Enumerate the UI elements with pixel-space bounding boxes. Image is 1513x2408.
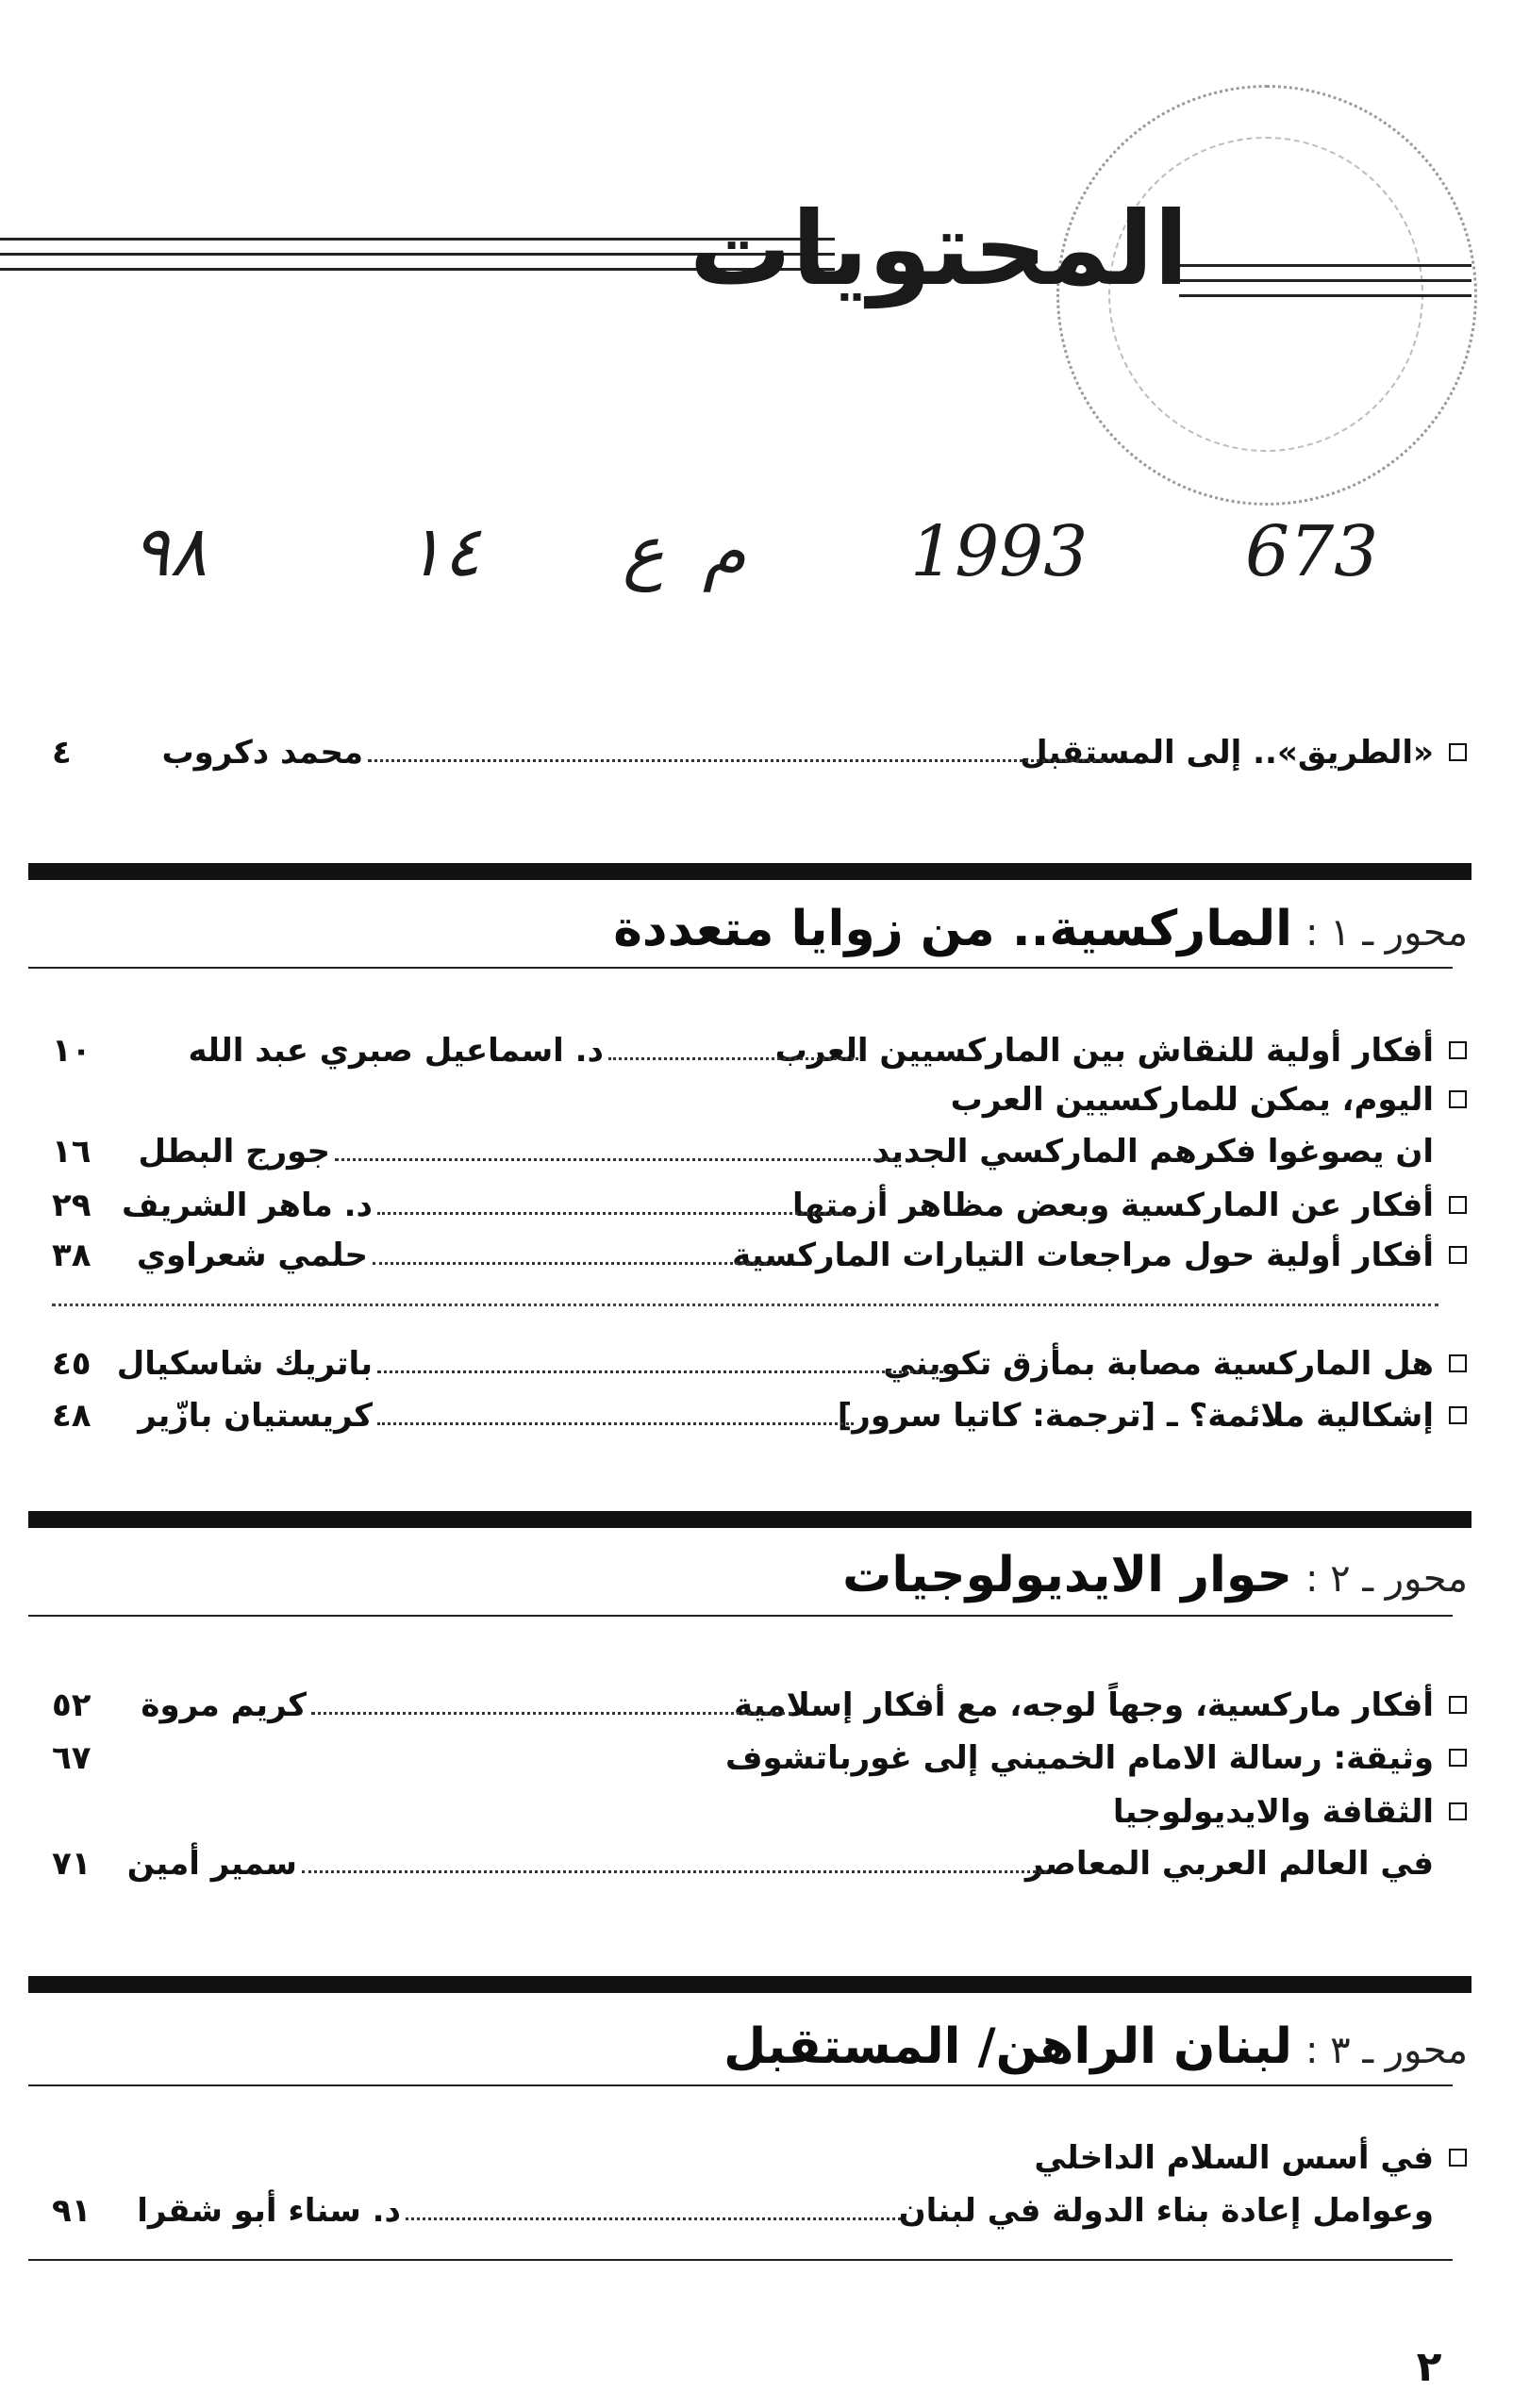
checkbox-marker — [1449, 1090, 1467, 1108]
toc-entry[interactable] — [52, 1231, 1467, 1280]
entry-title: أفكار أولية حول مراجعات التيارات الماركسية — [732, 1237, 1434, 1274]
section-title: حوار الايديولوجيات — [842, 1547, 1292, 1603]
entry-page-number: ٢٩ — [52, 1187, 91, 1224]
checkbox-marker — [1449, 1354, 1467, 1372]
section-label: محور ـ ٣ : — [1305, 2029, 1468, 2072]
entry-title: وعوامل إعادة بناء الدولة في لبنان — [898, 2192, 1434, 2230]
handwritten-note-6: 673 — [1245, 511, 1379, 592]
entry-title: أفكار عن الماركسية وبعض مظاهر أزمتها — [792, 1187, 1434, 1224]
entry-author: كريم مروة — [141, 1686, 307, 1724]
dot-leader — [377, 1422, 854, 1425]
toc-entry-continuation[interactable] — [52, 1127, 1467, 1176]
checkbox-marker — [1449, 743, 1467, 761]
entry-page-number: ٤٨ — [52, 1397, 91, 1435]
toc-entry[interactable] — [52, 1787, 1467, 1836]
section-divider-1 — [28, 863, 1471, 880]
page-number: ٢ — [1416, 2343, 1442, 2391]
toc-entry[interactable] — [52, 1181, 1467, 1230]
section-title: الماركسية.. من زوايا متعددة — [613, 901, 1292, 957]
entry-page-number: ١٠ — [52, 1032, 91, 1070]
checkbox-marker — [1449, 1749, 1467, 1767]
checkbox-marker — [1449, 1696, 1467, 1714]
handwritten-note-5: 1993 — [910, 511, 1089, 592]
dot-leader — [406, 2217, 901, 2220]
dot-leader — [311, 1712, 792, 1715]
handwritten-note-2: ١٤ — [406, 511, 481, 592]
entry-page-number: ٥٢ — [52, 1686, 91, 1724]
entry-author: جورج البطل — [138, 1133, 330, 1171]
dot-leader — [302, 1870, 1047, 1873]
dot-leader — [368, 759, 1104, 762]
section-underline-2 — [28, 1615, 1453, 1617]
entry-title: اليوم، يمكن للماركسيين العرب — [950, 1081, 1434, 1119]
section-label: محور ـ ١ : — [1305, 911, 1468, 955]
entry-title: أفكار ماركسية، وجهاً لوجه، مع أفكار إسلامية — [734, 1686, 1434, 1724]
entry-author: د. اسماعيل صبري عبد الله — [188, 1032, 604, 1070]
entry-author: باتريك شاسكيال — [116, 1345, 373, 1383]
toc-entry[interactable] — [52, 1026, 1467, 1075]
toc-entry-intro[interactable] — [52, 728, 1467, 777]
dot-leader — [608, 1057, 858, 1060]
entry-author: كريستيان بازّير — [138, 1397, 373, 1435]
entry-title: في أسس السلام الداخلي — [1034, 2139, 1434, 2177]
section-divider-3 — [28, 1976, 1471, 1993]
entry-title: الثقافة والايديولوجيا — [1112, 1793, 1434, 1831]
entry-page-number: ٤٥ — [52, 1345, 91, 1383]
section-divider-2 — [28, 1511, 1471, 1528]
entry-title: هل الماركسية مصابة بمأزق تكويني — [883, 1345, 1434, 1383]
section-label: محور ـ ٢ : — [1305, 1557, 1468, 1601]
handwritten-note-3: ع — [623, 511, 665, 592]
toc-entry[interactable] — [52, 1339, 1467, 1388]
checkbox-marker — [1449, 1406, 1467, 1424]
checkbox-marker — [1449, 1196, 1467, 1214]
checkbox-marker — [1449, 2149, 1467, 2167]
toc-entry-continuation[interactable] — [52, 1839, 1467, 1888]
entry-author: د. ماهر الشريف — [121, 1187, 373, 1224]
dot-leader — [377, 1212, 849, 1215]
dot-leader — [335, 1158, 901, 1161]
dot-leader — [377, 1370, 943, 1373]
entry-author: سمير أمين — [126, 1845, 297, 1883]
section-heading-2 — [842, 1542, 1468, 1608]
checkbox-marker — [1449, 1802, 1467, 1820]
section-underline-3 — [28, 2084, 1453, 2086]
entry-page-number: ١٦ — [52, 1133, 91, 1171]
page-title: المحتويات — [689, 191, 1189, 308]
entry-author: حلمي شعراوي — [136, 1237, 368, 1274]
entry-page-number: ٤ — [52, 734, 72, 772]
dot-leader — [373, 1262, 773, 1265]
entry-page-number: ٣٨ — [52, 1237, 91, 1274]
section-heading-1 — [613, 896, 1468, 962]
bottom-rule — [28, 2259, 1453, 2261]
toc-entry-continuation[interactable] — [52, 2186, 1467, 2235]
checkbox-marker — [1449, 1041, 1467, 1059]
toc-entry[interactable] — [52, 1734, 1467, 1783]
entry-title: «الطريق».. إلى المستقبل — [1020, 734, 1434, 772]
section-heading-3 — [723, 2014, 1468, 2080]
title-rule-right — [1179, 264, 1471, 298]
toc-entry[interactable] — [52, 1681, 1467, 1730]
entry-title: إشكالية ملائمة؟ ـ [ترجمة: كاتيا سرور] — [837, 1397, 1434, 1435]
toc-entry[interactable] — [52, 1075, 1467, 1124]
toc-entry[interactable] — [52, 1391, 1467, 1440]
section-underline-1 — [28, 967, 1453, 969]
entry-title: في العالم العربي المعاصر — [1024, 1845, 1434, 1883]
section-dotted-separator — [52, 1304, 1438, 1306]
checkbox-marker — [1449, 1246, 1467, 1264]
toc-entry[interactable] — [52, 2134, 1467, 2183]
handwritten-note-1: ٩٨ — [132, 511, 208, 592]
entry-title: أفكار أولية للنقاش بين الماركسيين العرب — [774, 1032, 1434, 1070]
handwritten-note-4: م — [703, 511, 746, 592]
entry-page-number: ٧١ — [52, 1845, 91, 1883]
entry-page-number: ٩١ — [52, 2192, 91, 2230]
entry-author: محمد دكروب — [161, 734, 363, 772]
section-title: لبنان الراهن/ المستقبل — [723, 2018, 1292, 2075]
entry-author: د. سناء أبو شقرا — [137, 2192, 401, 2230]
entry-page-number: ٦٧ — [52, 1739, 91, 1777]
entry-title: وثيقة: رسالة الامام الخميني إلى غورباتشوف — [724, 1739, 1434, 1777]
entry-title: ان يصوغوا فكرهم الماركسي الجديد — [873, 1133, 1434, 1171]
